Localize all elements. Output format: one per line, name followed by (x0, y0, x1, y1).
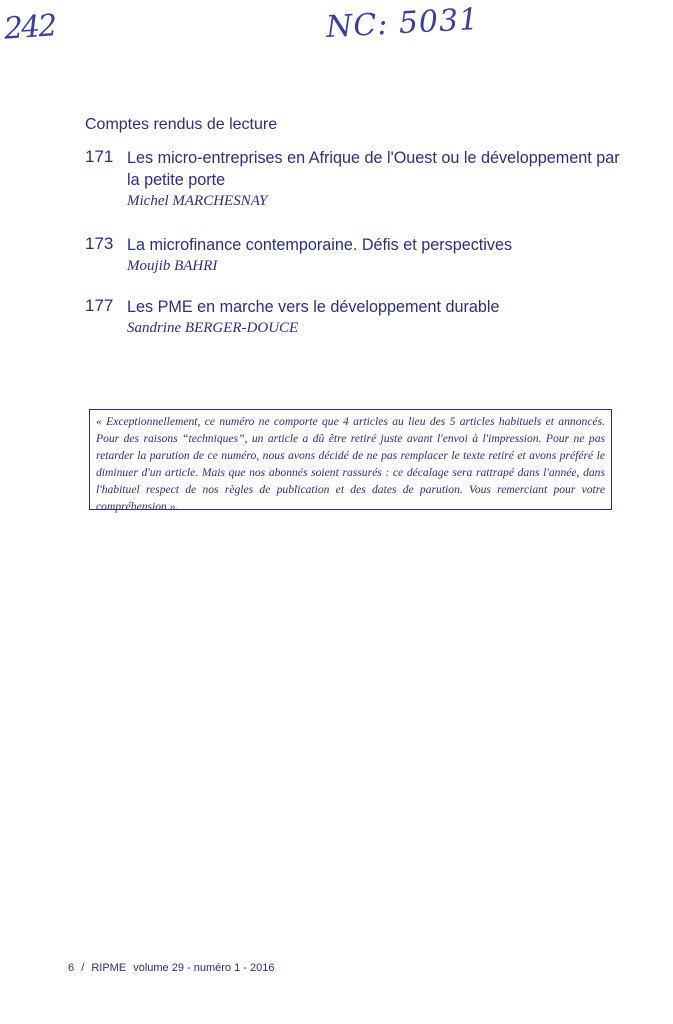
footer-separator: / (81, 962, 85, 974)
notice-box: « Exceptionnellement, ce numéro ne comporte que 4 articles au lieu des 5 articles habituels et annoncés. Pour des raisons “techniques”, un article a dû être retiré juste avant l'envoi à l'impression. Pour ne pas retarder la parution de ce numéro, nous avons décidé de ne pas remplacer le texte retiré et avons préféré le diminuer d'un article. Mais que nos abonnés soient rassurés : ce décalage sera rattrapé dans l'année, dans l'habituel respect de nos règles de publication et des dates de parution. Vous remerciant pour votre compréhension ». (89, 409, 612, 510)
toc-entry-page-number: 177 (85, 296, 114, 315)
footer-journal: RIPME (91, 962, 127, 974)
footer-page-number: 6 (68, 962, 75, 974)
section-heading: Comptes rendus de lecture (85, 116, 278, 133)
toc-entry-page-number: 171 (85, 147, 114, 166)
toc-entry-body (127, 296, 625, 338)
toc-entry-author: Moujib BAHRI (127, 258, 218, 274)
toc-entry-author: Sandrine BERGER-DOUCE (127, 320, 299, 336)
toc-entry-author: Michel MARCHESNAY (127, 193, 268, 209)
toc-entry (85, 147, 625, 211)
toc-entry-body (127, 234, 625, 276)
toc-entry-body (127, 147, 625, 211)
footer-issue: volume 29 - numéro 1 - 2016 (133, 962, 275, 974)
toc-entry (85, 296, 625, 338)
page-footer (68, 962, 278, 974)
toc-entry-title: Les micro-entreprises en Afrique de l'Ouest ou le développement par la petite porte (127, 149, 620, 189)
toc-entry-title: La microfinance contemporaine. Défis et perspectives (127, 236, 513, 254)
handwritten-page-annotation: 242 (2, 8, 57, 47)
toc-entry-page-number: 173 (85, 234, 114, 253)
toc-entry (85, 234, 625, 276)
handwritten-reference-annotation: NC: 5031 (325, 2, 481, 45)
toc-entry-title: Les PME en marche vers le développement durable (127, 298, 500, 316)
